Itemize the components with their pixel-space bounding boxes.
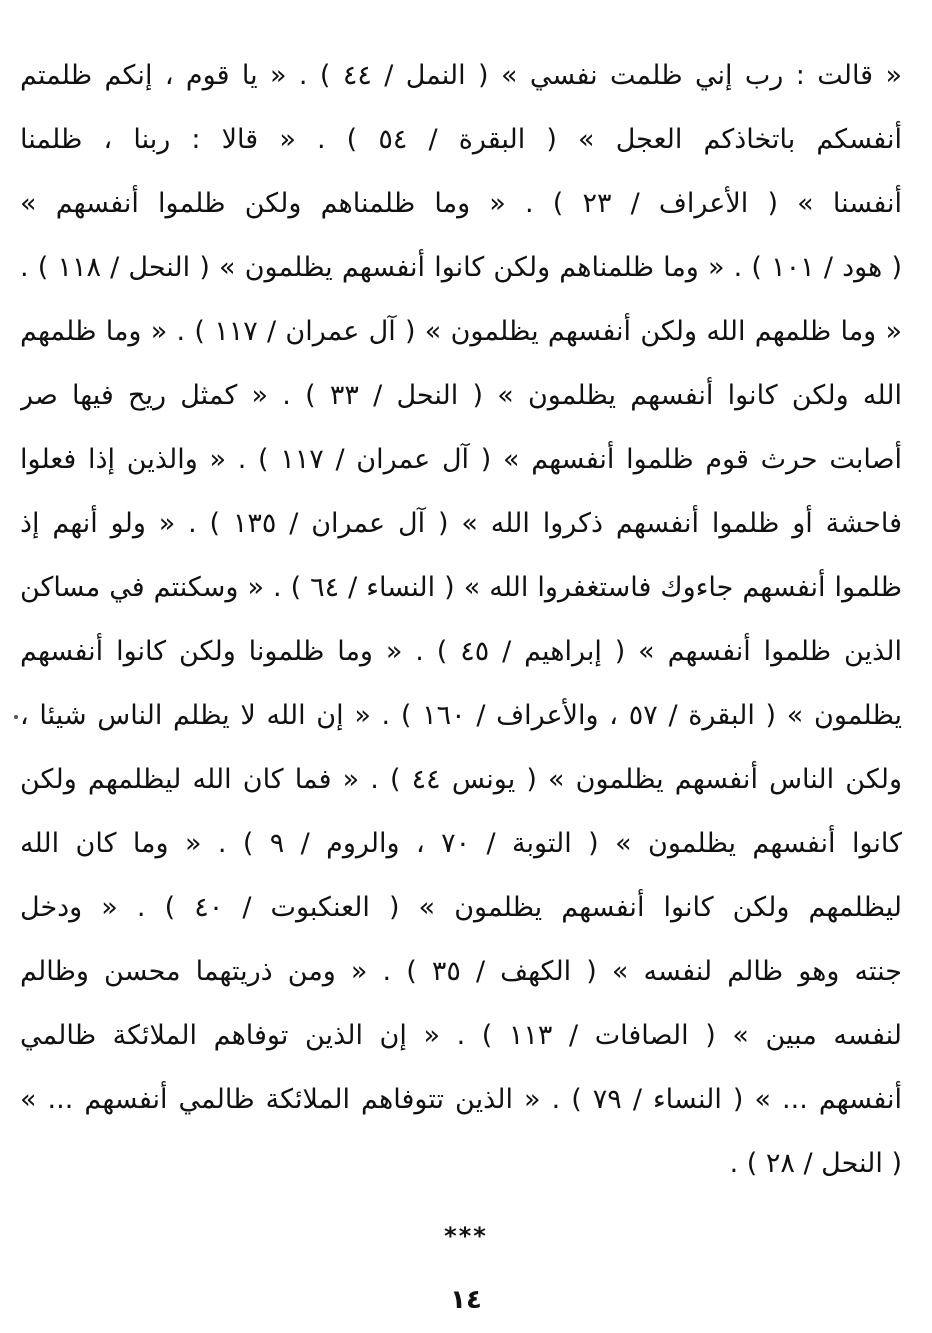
page-number: ١٤ (450, 1285, 482, 1315)
text-line-5: « وما ظلمهم الله ولكن أنفسهم يظلمون » ( آل عمران / ١١٧ ) . « وما ظلمهم (20, 316, 902, 347)
section-separator: *** (444, 1222, 488, 1250)
text-line-4: ( هود / ١٠١ ) . « وما ظلمناهم ولكن كانوا أنفسهم يظلمون » ( النحل / ١١٨ ) . (20, 252, 902, 283)
body-text (20, 44, 902, 1196)
text-line-1: « قالت : رب إني ظلمت نفسي » ( النمل / ٤٤ ) . « يا قوم ، إنكم ظلمتم (20, 60, 902, 91)
text-line-13: كانوا أنفسهم يظلمون » ( التوبة / ٧٠ ، والروم / ٩ ) . « وما كان الله (20, 828, 902, 859)
text-line-15: جنته وهو ظالم لنفسه » ( الكهف / ٣٥ ) . « ومن ذريتهما محسن وظالم (20, 956, 902, 987)
text-line-12: ولكن الناس أنفسهم يظلمون » ( يونس ٤٤ ) . « فما كان الله ليظلمهم ولكن (20, 764, 902, 795)
text-line-9: ظلموا أنفسهم جاءوك فاستغفروا الله » ( النساء / ٦٤ ) . « وسكنتم في مساكن (20, 572, 902, 603)
text-line-8: فاحشة أو ظلموا أنفسهم ذكروا الله » ( آل عمران / ١٣٥ ) . « ولو أنهم إذ (20, 508, 902, 539)
text-line-16: لنفسه مبين » ( الصافات / ١١٣ ) . « إن الذين توفاهم الملائكة ظالمي (20, 1020, 902, 1051)
text-line-18: ( النحل / ٢٨ ) . (729, 1148, 902, 1179)
text-line-6: الله ولكن كانوا أنفسهم يظلمون » ( النحل / ٣٣ ) . « كمثل ريح فيها صر (20, 380, 902, 411)
text-line-2: أنفسكم باتخاذكم العجل » ( البقرة / ٥٤ ) . « قالا : ربنا ، ظلمنا (20, 124, 902, 155)
scan-speck (14, 715, 18, 719)
text-line-17: أنفسهم ... » ( النساء / ٧٩ ) . « الذين تتوفاهم الملائكة ظالمي أنفسهم ... » (20, 1084, 902, 1115)
text-line-14: ليظلمهم ولكن كانوا أنفسهم يظلمون » ( العنكبوت / ٤٠ ) . « ودخل (20, 892, 902, 923)
text-line-3: أنفسنا » ( الأعراف / ٢٣ ) . « وما ظلمناهم ولكن ظلموا أنفسهم » (20, 188, 902, 219)
text-line-11: يظلمون » ( البقرة / ٥٧ ، والأعراف / ١٦٠ ) . « إن الله لا يظلم الناس شيئا ، (20, 700, 902, 731)
text-line-10: الذين ظلموا أنفسهم » ( إبراهيم / ٤٥ ) . « وما ظلمونا ولكن كانوا أنفسهم (20, 636, 902, 667)
text-line-7: أصابت حرث قوم ظلموا أنفسهم » ( آل عمران / ١١٧ ) . « والذين إذا فعلوا (20, 444, 902, 475)
